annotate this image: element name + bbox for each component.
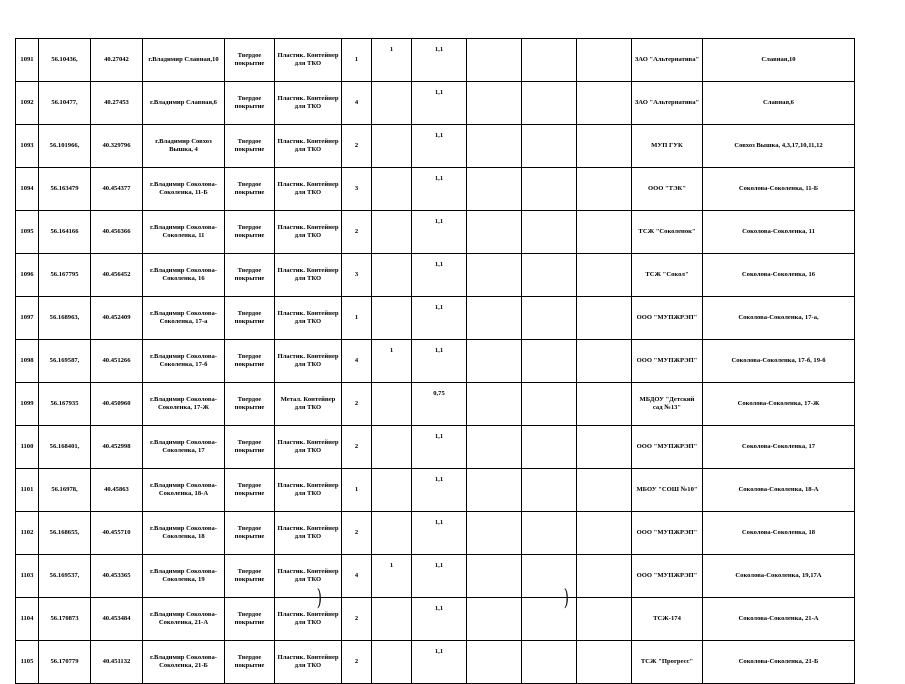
table-row (16, 168, 855, 211)
volume-cell: 1,1 (412, 512, 467, 555)
volume-cell: 1,1 (412, 555, 467, 598)
container-count-cell: 1 (342, 297, 372, 340)
container-count-cell: 3 (342, 254, 372, 297)
row-number: 1093 (16, 125, 39, 168)
address-cell: г.Владимир Соколова-Соколенка, 11-Б (143, 168, 225, 211)
organization-cell: ТСЖ "Сокол" (632, 254, 703, 297)
container-count-cell: 2 (342, 383, 372, 426)
volume-cell: 1,1 (412, 125, 467, 168)
longitude-cell: 40.453365 (91, 555, 143, 598)
surface-cell: Твердое покрытие (225, 641, 275, 684)
surface-cell: Твердое покрытие (225, 82, 275, 125)
empty-cell-1 (467, 555, 522, 598)
organization-cell: ООО "ТЭК" (632, 168, 703, 211)
empty-cell-2 (522, 125, 577, 168)
table-row (16, 598, 855, 641)
longitude-cell: 40.452409 (91, 297, 143, 340)
latitude-cell: 56.170873 (39, 598, 91, 641)
latitude-cell: 56.167935 (39, 383, 91, 426)
latitude-cell: 56.169587, (39, 340, 91, 383)
served-objects-cell: Совхоз Вышка, 4,3,17,10,11,12 (703, 125, 855, 168)
organization-cell: ТСЖ-174 (632, 598, 703, 641)
extra-count-cell (372, 211, 412, 254)
latitude-cell: 56.170779 (39, 641, 91, 684)
organization-cell: ТСЖ "Соколенок" (632, 211, 703, 254)
empty-cell-1 (467, 512, 522, 555)
container-count-cell: 2 (342, 125, 372, 168)
address-cell: г.Владимир Соколова-Соколенка, 21-Б (143, 641, 225, 684)
table-row (16, 254, 855, 297)
empty-cell-3 (577, 297, 632, 340)
empty-cell-1 (467, 168, 522, 211)
served-objects-cell: Соколова-Соколенка, 17-а, (703, 297, 855, 340)
latitude-cell: 56.167795 (39, 254, 91, 297)
empty-cell-2 (522, 82, 577, 125)
address-cell: г.Владимир Соколова-Соколенка, 16 (143, 254, 225, 297)
container-count-cell: 3 (342, 168, 372, 211)
address-cell: г.Владимир Соколова-Соколенка, 17 (143, 426, 225, 469)
empty-cell-3 (577, 512, 632, 555)
served-objects-cell: Соколова-Соколенка, 17-Ж (703, 383, 855, 426)
surface-cell: Твердое покрытие (225, 512, 275, 555)
table-row (16, 469, 855, 512)
surface-cell: Твердое покрытие (225, 383, 275, 426)
volume-cell: 1,1 (412, 211, 467, 254)
extra-count-cell: 1 (372, 340, 412, 383)
table-row (16, 340, 855, 383)
volume-cell: 1,1 (412, 641, 467, 684)
empty-cell-2 (522, 469, 577, 512)
latitude-cell: 56.10477, (39, 82, 91, 125)
address-cell: г.Владимир Соколова-Соколенка, 17-б (143, 340, 225, 383)
empty-cell-1 (467, 211, 522, 254)
container-type-cell: Пластик. Контейнер для ТКО (275, 168, 342, 211)
served-objects-cell: Соколова-Соколенка, 17 (703, 426, 855, 469)
container-count-cell: 2 (342, 598, 372, 641)
row-number: 1105 (16, 641, 39, 684)
empty-cell-2 (522, 641, 577, 684)
empty-cell-3 (577, 125, 632, 168)
empty-cell-3 (577, 82, 632, 125)
container-type-cell: Пластик. Контейнер для ТКО (275, 426, 342, 469)
container-type-cell: Метал. Контейнер для ТКО (275, 383, 342, 426)
latitude-cell: 56.168963, (39, 297, 91, 340)
table-row (16, 555, 855, 598)
longitude-cell: 40.329796 (91, 125, 143, 168)
volume-cell: 1,1 (412, 168, 467, 211)
empty-cell-2 (522, 340, 577, 383)
empty-cell-3 (577, 254, 632, 297)
served-objects-cell: Славная,10 (703, 39, 855, 82)
address-cell: г.Владимир Соколова-Соколенка, 19 (143, 555, 225, 598)
extra-count-cell (372, 598, 412, 641)
served-objects-cell: Соколова-Соколенка, 19,17А (703, 555, 855, 598)
latitude-cell: 56.163479 (39, 168, 91, 211)
surface-cell: Твердое покрытие (225, 469, 275, 512)
container-type-cell: Пластик. Контейнер для ТКО (275, 297, 342, 340)
longitude-cell: 40.45863 (91, 469, 143, 512)
extra-count-cell (372, 125, 412, 168)
empty-cell-1 (467, 426, 522, 469)
empty-cell-2 (522, 383, 577, 426)
longitude-cell: 40.450960 (91, 383, 143, 426)
volume-cell: 1,1 (412, 82, 467, 125)
volume-cell: 1,1 (412, 254, 467, 297)
empty-cell-1 (467, 340, 522, 383)
organization-cell: ООО "МУПЖРЭП" (632, 426, 703, 469)
container-count-cell: 1 (342, 39, 372, 82)
organization-cell: ООО "МУПЖРЭП" (632, 512, 703, 555)
row-number: 1091 (16, 39, 39, 82)
latitude-cell: 56.101966, (39, 125, 91, 168)
address-cell: г.Владимир Славная,6 (143, 82, 225, 125)
address-cell: г.Владимир Соколова-Соколенка, 18-А (143, 469, 225, 512)
extra-count-cell (372, 168, 412, 211)
longitude-cell: 40.453484 (91, 598, 143, 641)
latitude-cell: 56.16978, (39, 469, 91, 512)
row-number: 1100 (16, 426, 39, 469)
container-count-cell: 2 (342, 641, 372, 684)
empty-cell-2 (522, 297, 577, 340)
empty-cell-3 (577, 469, 632, 512)
container-count-cell: 2 (342, 426, 372, 469)
row-number: 1101 (16, 469, 39, 512)
extra-count-cell (372, 426, 412, 469)
empty-cell-2 (522, 426, 577, 469)
extra-count-cell: 1 (372, 555, 412, 598)
empty-cell-1 (467, 39, 522, 82)
surface-cell: Твердое покрытие (225, 426, 275, 469)
container-type-cell: Пластик. Контейнер для ТКО (275, 598, 342, 641)
address-cell: г.Владимир Соколова-Соколенка, 21-А (143, 598, 225, 641)
table-row (16, 297, 855, 340)
surface-cell: Твердое покрытие (225, 598, 275, 641)
longitude-cell: 40.456452 (91, 254, 143, 297)
table-body (16, 39, 855, 684)
served-objects-cell: Соколова-Соколенка, 18 (703, 512, 855, 555)
footer-mark-left: ) (316, 586, 322, 611)
extra-count-cell (372, 297, 412, 340)
organization-cell: МУП ГУК (632, 125, 703, 168)
empty-cell-3 (577, 555, 632, 598)
latitude-cell: 56.168655, (39, 512, 91, 555)
served-objects-cell: Соколова-Соколенка, 16 (703, 254, 855, 297)
empty-cell-3 (577, 211, 632, 254)
address-cell: г.Владимир Совхоз Вышка, 4 (143, 125, 225, 168)
empty-cell-2 (522, 168, 577, 211)
volume-cell: 0,75 (412, 383, 467, 426)
empty-cell-2 (522, 39, 577, 82)
surface-cell: Твердое покрытие (225, 555, 275, 598)
empty-cell-3 (577, 168, 632, 211)
surface-cell: Твердое покрытие (225, 297, 275, 340)
longitude-cell: 40.451266 (91, 340, 143, 383)
extra-count-cell (372, 82, 412, 125)
served-objects-cell: Соколова-Соколенка, 21-А (703, 598, 855, 641)
longitude-cell: 40.27453 (91, 82, 143, 125)
container-type-cell: Пластик. Контейнер для ТКО (275, 125, 342, 168)
empty-cell-1 (467, 598, 522, 641)
empty-cell-1 (467, 82, 522, 125)
volume-cell: 1,1 (412, 39, 467, 82)
row-number: 1103 (16, 555, 39, 598)
empty-cell-3 (577, 426, 632, 469)
address-cell: г.Владимир Соколова-Соколенка, 17-Ж (143, 383, 225, 426)
extra-count-cell (372, 254, 412, 297)
empty-cell-3 (577, 39, 632, 82)
row-number: 1099 (16, 383, 39, 426)
container-type-cell: Пластик. Контейнер для ТКО (275, 254, 342, 297)
container-count-cell: 1 (342, 469, 372, 512)
volume-cell: 1,1 (412, 297, 467, 340)
table-row (16, 39, 855, 82)
surface-cell: Твердое покрытие (225, 39, 275, 82)
surface-cell: Твердое покрытие (225, 125, 275, 168)
latitude-cell: 56.10436, (39, 39, 91, 82)
row-number: 1098 (16, 340, 39, 383)
row-number: 1097 (16, 297, 39, 340)
container-type-cell: Пластик. Контейнер для ТКО (275, 641, 342, 684)
volume-cell: 1,1 (412, 469, 467, 512)
container-type-cell: Пластик. Контейнер для ТКО (275, 555, 342, 598)
empty-cell-1 (467, 125, 522, 168)
table-row (16, 641, 855, 684)
table-row (16, 82, 855, 125)
extra-count-cell (372, 469, 412, 512)
table-row (16, 125, 855, 168)
organization-cell: ООО "МУПЖРЭП" (632, 340, 703, 383)
volume-cell: 1,1 (412, 426, 467, 469)
empty-cell-1 (467, 641, 522, 684)
organization-cell: ЗАО "Альтернатива" (632, 82, 703, 125)
volume-cell: 1,1 (412, 598, 467, 641)
empty-cell-3 (577, 598, 632, 641)
empty-cell-2 (522, 211, 577, 254)
empty-cell-3 (577, 383, 632, 426)
container-type-cell: Пластик. Контейнер для ТКО (275, 469, 342, 512)
served-objects-cell: Соколова-Соколенка, 21-Б (703, 641, 855, 684)
address-cell: г.Владимир Соколова-Соколенка, 17-а (143, 297, 225, 340)
organization-cell: МБОУ "СОШ №10" (632, 469, 703, 512)
table-row (16, 211, 855, 254)
container-count-cell: 4 (342, 555, 372, 598)
organization-cell: ТСЖ "Прогресс" (632, 641, 703, 684)
extra-count-cell (372, 383, 412, 426)
longitude-cell: 40.452998 (91, 426, 143, 469)
container-type-cell: Пластик. Контейнер для ТКО (275, 82, 342, 125)
row-number: 1102 (16, 512, 39, 555)
container-type-cell: Пластик. Контейнер для ТКО (275, 39, 342, 82)
longitude-cell: 40.27042 (91, 39, 143, 82)
address-cell: г.Владимир Славная,10 (143, 39, 225, 82)
latitude-cell: 56.168401, (39, 426, 91, 469)
empty-cell-2 (522, 512, 577, 555)
empty-cell-1 (467, 254, 522, 297)
extra-count-cell (372, 512, 412, 555)
served-objects-cell: Славная,6 (703, 82, 855, 125)
longitude-cell: 40.455710 (91, 512, 143, 555)
table-row (16, 383, 855, 426)
address-cell: г.Владимир Соколова-Соколенка, 18 (143, 512, 225, 555)
empty-cell-1 (467, 383, 522, 426)
longitude-cell: 40.454377 (91, 168, 143, 211)
surface-cell: Твердое покрытие (225, 340, 275, 383)
row-number: 1095 (16, 211, 39, 254)
row-number: 1094 (16, 168, 39, 211)
served-objects-cell: Соколова-Соколенка, 11-Б (703, 168, 855, 211)
container-count-cell: 4 (342, 82, 372, 125)
row-number: 1096 (16, 254, 39, 297)
latitude-cell: 56.169537, (39, 555, 91, 598)
address-cell: г.Владимир Соколова-Соколенка, 11 (143, 211, 225, 254)
container-type-cell: Пластик. Контейнер для ТКО (275, 512, 342, 555)
organization-cell: ООО "МУПЖРЭП" (632, 297, 703, 340)
container-count-cell: 4 (342, 340, 372, 383)
served-objects-cell: Соколова-Соколенка, 17-б, 19-б (703, 340, 855, 383)
row-number: 1104 (16, 598, 39, 641)
empty-cell-1 (467, 297, 522, 340)
organization-cell: ЗАО "Альтернатива" (632, 39, 703, 82)
table-row (16, 512, 855, 555)
surface-cell: Твердое покрытие (225, 211, 275, 254)
row-number: 1092 (16, 82, 39, 125)
organization-cell: ООО "МУПЖРЭП" (632, 555, 703, 598)
container-count-cell: 2 (342, 211, 372, 254)
footer-mark-right: ) (563, 586, 569, 611)
surface-cell: Твердое покрытие (225, 168, 275, 211)
surface-cell: Твердое покрытие (225, 254, 275, 297)
volume-cell: 1,1 (412, 340, 467, 383)
longitude-cell: 40.451132 (91, 641, 143, 684)
longitude-cell: 40.456366 (91, 211, 143, 254)
container-type-cell: Пластик. Контейнер для ТКО (275, 211, 342, 254)
extra-count-cell (372, 641, 412, 684)
served-objects-cell: Соколова-Соколенка, 11 (703, 211, 855, 254)
container-count-cell: 2 (342, 512, 372, 555)
table-row (16, 426, 855, 469)
organization-cell: МБДОУ "Детский сад №13" (632, 383, 703, 426)
empty-cell-2 (522, 254, 577, 297)
latitude-cell: 56.164166 (39, 211, 91, 254)
empty-cell-3 (577, 641, 632, 684)
extra-count-cell: 1 (372, 39, 412, 82)
container-type-cell: Пластик. Контейнер для ТКО (275, 340, 342, 383)
container-sites-table (15, 38, 855, 684)
served-objects-cell: Соколова-Соколенка, 18-А (703, 469, 855, 512)
empty-cell-3 (577, 340, 632, 383)
empty-cell-1 (467, 469, 522, 512)
